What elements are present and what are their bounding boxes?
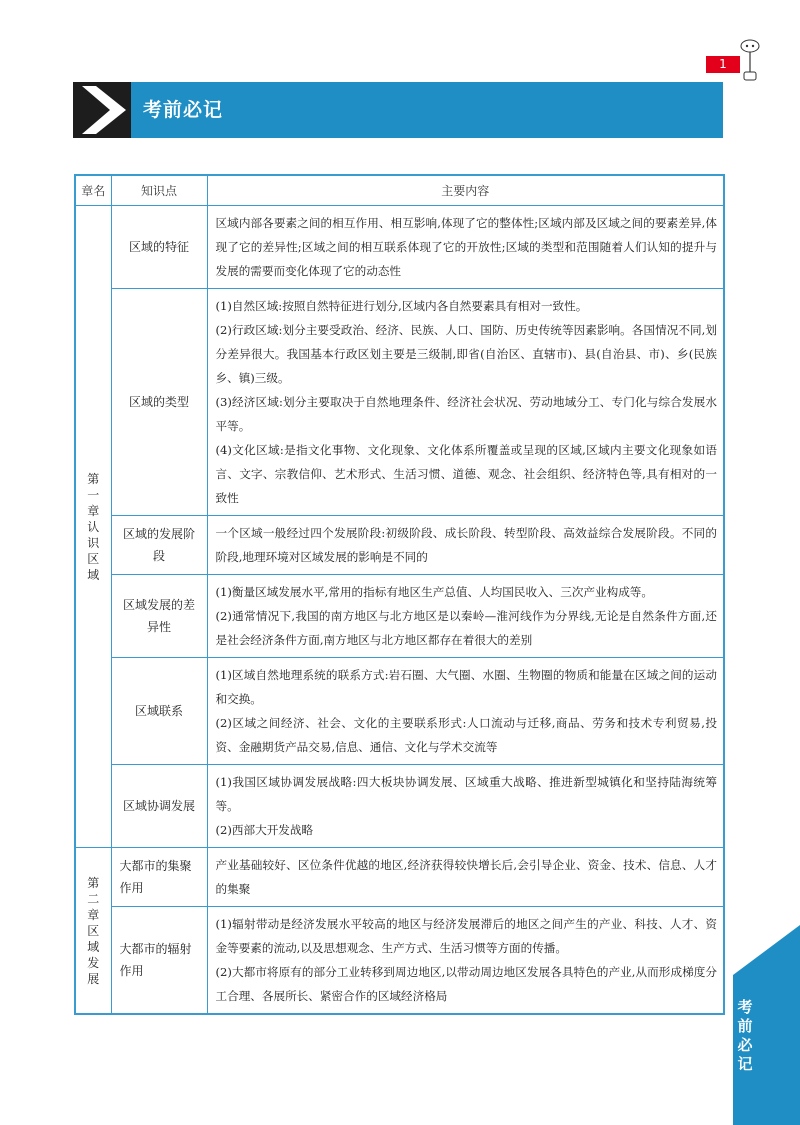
table-row bbox=[75, 289, 724, 516]
side-tab-label: 考前必记 bbox=[737, 998, 753, 1073]
topic-cell: 区域的类型 bbox=[111, 289, 207, 516]
content-paragraph: (3)经济区域:划分主要取决于自然地理条件、经济社会状况、劳动地域分工、专门化与综合发展水平等。 bbox=[215, 395, 717, 433]
content-paragraph: (1)我国区域协调发展战略:四大板块协调发展、区域重大战略、推进新型城镇化和坚持陆海统筹等。 bbox=[215, 775, 717, 813]
chapter-name: 第一章 认识区域 bbox=[87, 471, 100, 582]
table-row bbox=[75, 516, 724, 575]
chapter-name: 第二章 区域发展 bbox=[87, 875, 100, 986]
header-content: 主要内容 bbox=[207, 175, 724, 206]
content-paragraph: 产业基础较好、区位条件优越的地区,经济获得较快增长后,会引导企业、资金、技术、信息、人才的集聚 bbox=[215, 858, 717, 896]
content-cell bbox=[207, 907, 724, 1015]
table-row bbox=[75, 658, 724, 765]
content-paragraph: (2)通常情况下,我国的南方地区与北方地区是以秦岭—淮河线作为分界线,无论是自然条件方面,还是社会经济条件方面,南方地区与北方地区都存在着很大的差别 bbox=[215, 609, 717, 647]
page-number: 1 bbox=[706, 56, 740, 73]
table-row bbox=[75, 848, 724, 907]
table-header-row bbox=[75, 175, 724, 206]
table-row bbox=[75, 206, 724, 289]
header-topic: 知识点 bbox=[111, 175, 207, 206]
chapter-cell bbox=[75, 206, 111, 848]
content-paragraph: (2)西部大开发战略 bbox=[215, 823, 314, 837]
chapter-cell bbox=[75, 848, 111, 1015]
chevron-right-icon bbox=[80, 84, 128, 136]
content-paragraph: 区域内部各要素之间的相互作用、相互影响,体现了它的整体性;区域内部及区域之间的要素差异,体现了它的差异性;区域之间的相互联系体现了它的开放性;区域的类型和范围随着人们认知的提升与发展的需要而变化体现了它的动态性 bbox=[215, 216, 717, 278]
topic-cell: 区域联系 bbox=[111, 658, 207, 765]
knowledge-table bbox=[74, 174, 723, 1015]
content-cell bbox=[207, 658, 724, 765]
topic-cell: 大都市的辐射作用 bbox=[111, 907, 207, 1015]
content-paragraph: (1)自然区域:按照自然特征进行划分,区域内各自然要素具有相对一致性。 bbox=[215, 299, 588, 313]
content-paragraph: (1)衡量区域发展水平,常用的指标有地区生产总值、人均国民收入、三次产业构成等。 bbox=[215, 585, 653, 599]
table-row bbox=[75, 907, 724, 1015]
mascot-icon bbox=[738, 38, 764, 82]
content-paragraph: (2)区域之间经济、社会、文化的主要联系形式:人口流动与迁移,商品、劳务和技术专利贸易,投资、金融期货产品交易,信息、通信、文化与学术交流等 bbox=[215, 716, 717, 754]
content-cell bbox=[207, 848, 724, 907]
topic-cell: 大都市的集聚作用 bbox=[111, 848, 207, 907]
content-paragraph: (2)大都市将原有的部分工业转移到周边地区,以带动周边地区发展各具特色的产业,从而形成梯度分工合理、各展所长、紧密合作的区域经济格局 bbox=[215, 965, 717, 1003]
content-paragraph: (1)辐射带动是经济发展水平较高的地区与经济发展滞后的地区之间产生的产业、科技、人才、资金等要素的流动,以及思想观念、生产方式、生活习惯等方面的传播。 bbox=[215, 917, 717, 955]
content-paragraph: (2)行政区域:划分主要受政治、经济、民族、人口、国防、历史传统等因素影响。各国情况不同,划分差异很大。我国基本行政区划主要是三级制,即省(自治区、直辖市)、县(自治县、市)、乡(民族乡、镇)三级。 bbox=[215, 323, 717, 385]
content-cell bbox=[207, 289, 724, 516]
topic-cell: 区域发展的差异性 bbox=[111, 575, 207, 658]
summary-table bbox=[74, 174, 725, 1015]
topic-cell: 区域的特征 bbox=[111, 206, 207, 289]
content-paragraph: (4)文化区域:是指文化事物、文化现象、文化体系所覆盖或呈现的区域,区域内主要文化现象如语言、文字、宗教信仰、艺术形式、生活习惯、道德、观念、社会组织、经济特色等,具有相对的一致性 bbox=[215, 443, 717, 505]
content-cell bbox=[207, 765, 724, 848]
content-cell bbox=[207, 575, 724, 658]
table-row bbox=[75, 765, 724, 848]
content-paragraph: (1)区域自然地理系统的联系方式:岩石圈、大气圈、水圈、生物圈的物质和能量在区域之间的运动和交换。 bbox=[215, 668, 717, 706]
topic-cell: 区域的发展阶段 bbox=[111, 516, 207, 575]
content-cell bbox=[207, 516, 724, 575]
topic-cell: 区域协调发展 bbox=[111, 765, 207, 848]
table-row bbox=[75, 575, 724, 658]
content-paragraph: 一个区域一般经过四个发展阶段:初级阶段、成长阶段、转型阶段、高效益综合发展阶段。不同的阶段,地理环境对区域发展的影响是不同的 bbox=[215, 526, 717, 564]
content-cell bbox=[207, 206, 724, 289]
page-title: 考前必记 bbox=[143, 99, 224, 121]
header-chapter: 章名 bbox=[75, 175, 111, 206]
